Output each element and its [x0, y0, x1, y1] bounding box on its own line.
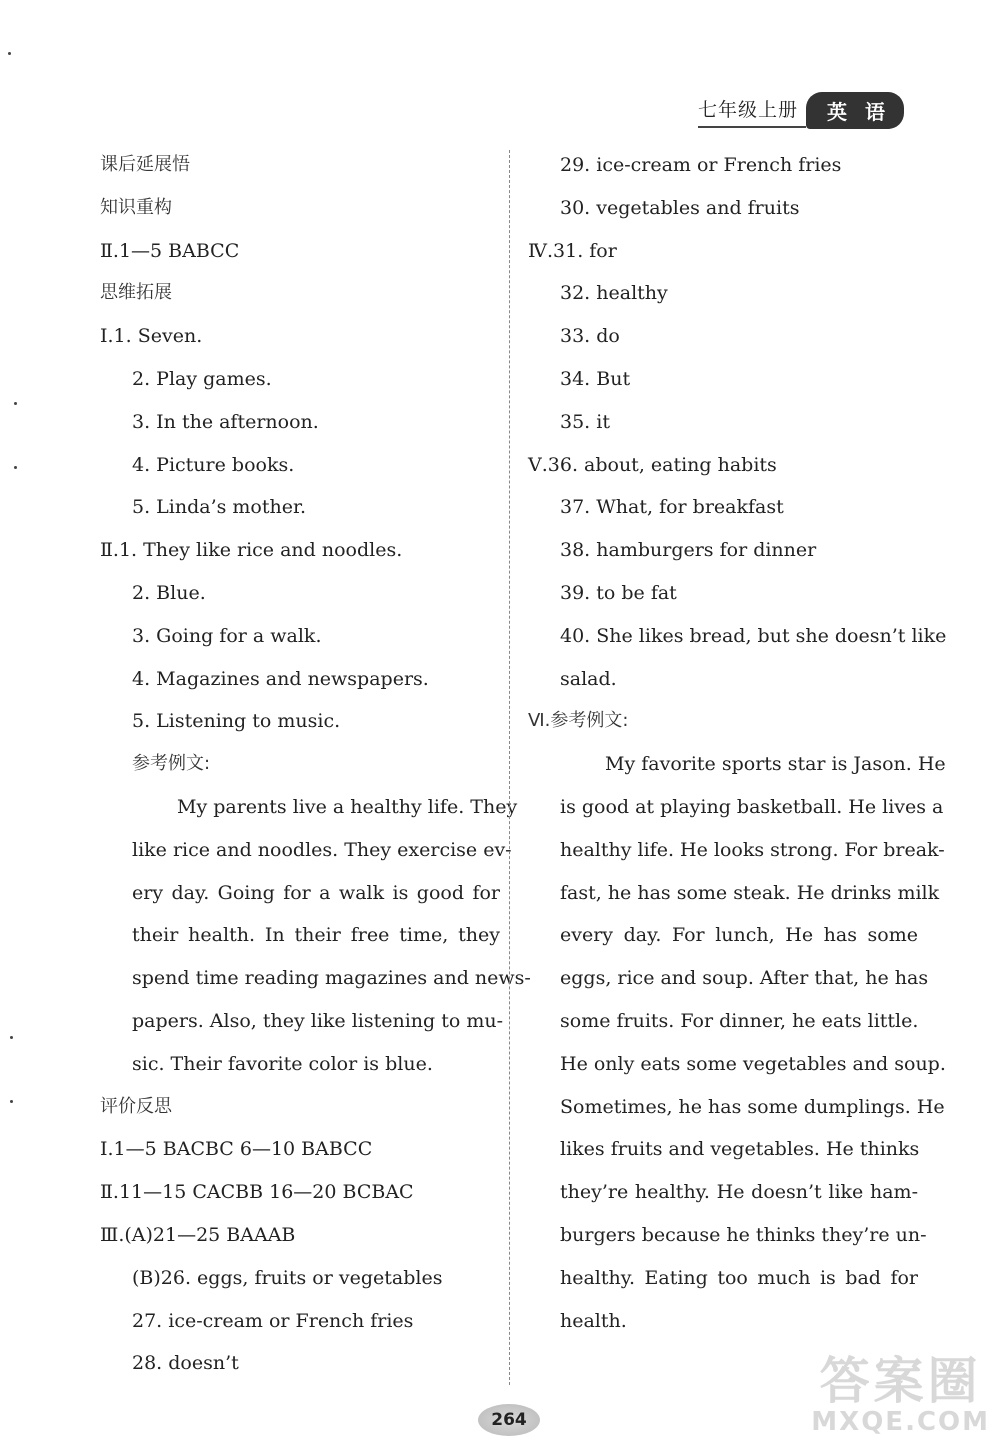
- right-answer-line: health.: [560, 1309, 627, 1332]
- right-answer-line: Ⅵ.参考例文:: [528, 710, 629, 732]
- scan-dot: [8, 52, 11, 55]
- right-answer-line: 39. to be fat: [560, 581, 677, 604]
- left-answer-line: 3. In the afternoon.: [132, 410, 319, 433]
- right-answer-line: 33. do: [560, 325, 620, 348]
- left-answer-line: Ⅱ.1. They like rice and noodles.: [100, 539, 403, 562]
- right-answer-line: fast, he has some steak. He drinks milk: [560, 881, 940, 904]
- right-answer-line: 37. What, for breakfast: [560, 496, 784, 519]
- right-answer-line: 40. She likes bread, but she doesn’t like: [560, 624, 947, 647]
- left-answer-line: 2. Blue.: [132, 581, 206, 604]
- left-column: [100, 144, 531, 1385]
- left-answer-line: papers. Also, they like listening to mu-: [132, 1009, 504, 1032]
- watermark-url: MXQE.COM: [811, 1407, 990, 1437]
- right-answer-line: Ⅳ.31. for: [528, 239, 617, 262]
- left-answer-line: 2. Play games.: [132, 367, 272, 390]
- page-number: 264: [478, 1404, 540, 1436]
- right-answer-line: likes fruits and vegetables. He thinks: [560, 1138, 920, 1161]
- right-answer-line: every day. For lunch, He has some: [560, 924, 918, 947]
- right-answer-line: 38. hamburgers for dinner: [560, 539, 817, 562]
- left-answer-line: Ⅲ.(A)21—25 BAAAB: [100, 1223, 296, 1246]
- right-answer-line: burgers because he thinks they’re un-: [560, 1223, 927, 1246]
- right-answer-line: My favorite sports star is Jason. He: [605, 753, 946, 776]
- left-answer-line: (B)26. eggs, fruits or vegetables: [132, 1266, 443, 1289]
- right-answer-line: they’re healthy. He doesn’t like ham-: [560, 1181, 918, 1204]
- grade-label: 七年级上册: [698, 93, 806, 128]
- column-divider: [509, 150, 510, 1385]
- right-answer-line: healthy. Eating too much is bad for: [560, 1266, 918, 1289]
- right-answer-line: 29. ice-cream or French fries: [560, 154, 842, 176]
- right-answer-line: 34. But: [560, 367, 631, 390]
- left-answer-line: 28. doesn’t: [132, 1352, 239, 1375]
- right-answer-line: healthy life. He looks strong. For break-: [560, 838, 945, 861]
- left-answer-line: My parents live a healthy life. They: [177, 795, 518, 818]
- left-answer-line: 4. Magazines and newspapers.: [132, 667, 429, 690]
- watermark-logo: [811, 1352, 990, 1437]
- right-answer-line: 30. vegetables and fruits: [560, 196, 800, 219]
- subject-badge: 英语: [806, 92, 904, 129]
- left-answer-line: spend time reading magazines and news-: [132, 967, 531, 990]
- left-answer-line: Ⅰ.1—5 BACBC 6—10 BABCC: [100, 1138, 373, 1161]
- left-answer-line: 5. Linda’s mother.: [132, 496, 307, 519]
- left-answer-line: 课后延展悟: [100, 154, 190, 175]
- left-answer-line: 3. Going for a walk.: [132, 624, 322, 647]
- left-answer-line: 4. Picture books.: [132, 453, 295, 476]
- right-answer-line: 32. healthy: [560, 282, 668, 305]
- left-answer-line: 27. ice-cream or French fries: [132, 1309, 414, 1332]
- left-answer-line: Ⅱ.1—5 BABCC: [100, 239, 240, 262]
- right-answer-line: Ⅴ.36. about, eating habits: [528, 453, 777, 476]
- left-answer-line: 思维拓展: [100, 282, 172, 304]
- scan-dot: [14, 402, 17, 405]
- left-answer-line: Ⅱ.11—15 CACBB 16—20 BCBAC: [100, 1181, 414, 1204]
- right-answer-line: salad.: [560, 667, 617, 690]
- page-header: [698, 92, 904, 129]
- right-answer-line: He only eats some vegetables and soup.: [560, 1052, 946, 1075]
- right-answer-line: is good at playing basketball. He lives a: [560, 795, 944, 818]
- scan-dot: [10, 1100, 13, 1103]
- right-answer-line: some fruits. For dinner, he eats little.: [560, 1009, 919, 1032]
- left-answer-line: 知识重构: [100, 196, 172, 218]
- right-answer-line: eggs, rice and soup. After that, he has: [560, 967, 929, 990]
- left-answer-line: like rice and noodles. They exercise ev-: [132, 838, 512, 861]
- scan-dot: [14, 466, 17, 469]
- left-answer-line: 评价反思: [100, 1095, 172, 1117]
- left-answer-line: 5. Listening to music.: [132, 710, 341, 733]
- left-answer-line: their health. In their free time, they: [132, 924, 500, 947]
- left-answer-line: ery day. Going for a walk is good for: [132, 881, 500, 904]
- right-answer-line: 35. it: [560, 410, 610, 433]
- left-answer-line: sic. Their favorite color is blue.: [132, 1052, 433, 1075]
- left-answer-line: 参考例文:: [132, 753, 211, 775]
- watermark-text: 答案圈: [819, 1352, 982, 1410]
- right-column: [528, 144, 947, 1342]
- scan-dot: [10, 1036, 13, 1039]
- right-answer-line: Sometimes, he has some dumplings. He: [560, 1095, 945, 1118]
- left-answer-line: Ⅰ.1. Seven.: [100, 325, 203, 348]
